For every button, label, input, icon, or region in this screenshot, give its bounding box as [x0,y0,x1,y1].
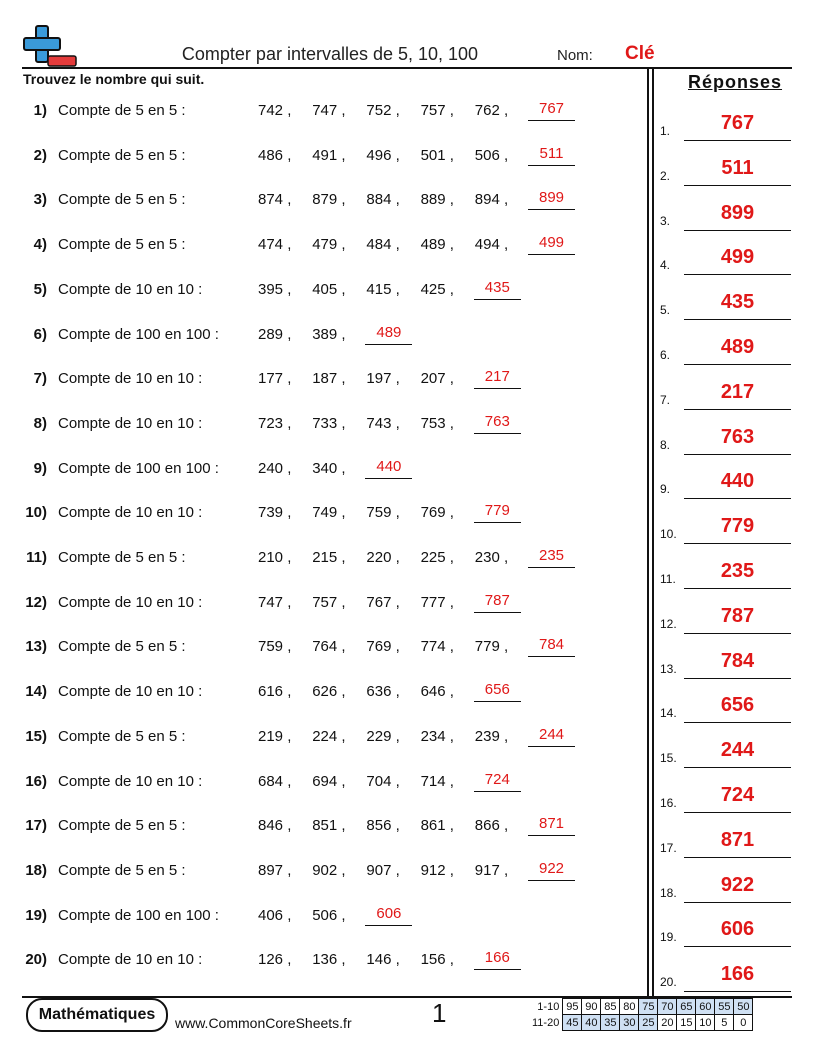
question-prompt: Compte de 5 en 5 : [58,102,186,119]
sequence-term: 494 , [474,236,509,254]
sequence-term: 889 , [420,191,454,209]
answer-blank[interactable]: 235 [528,547,575,568]
answer-blank[interactable]: 656 [474,681,521,702]
score-cell: 85 [601,999,620,1015]
answer-key-index: 5. [660,303,671,318]
sequence-term: 219 , [258,727,292,745]
answer-blank[interactable]: 871 [528,815,575,836]
sequence-term: 215 , [312,549,346,566]
question-number: 7) [33,370,47,388]
sequence-term: 762 , [474,102,509,119]
question-row [0,370,645,398]
answer-blank[interactable]: 217 [474,368,521,389]
score-cell: 50 [734,999,753,1015]
sequence-term: 902 , [312,861,346,879]
question-number: 12) [25,593,47,611]
score-cell: 5 [715,1015,734,1031]
question-number: 15) [25,727,47,745]
sequence-term: 496 , [366,146,400,164]
sequence-term: 757 , [420,102,454,119]
answer-key-value: 235 [720,560,755,582]
sequence-term: 856 , [366,817,400,835]
score-cell: 25 [639,1015,658,1031]
sequence-term: 224 , [312,727,346,745]
answer-key-row [660,336,795,366]
brand-badge: Mathématiques [26,998,168,1032]
question-number: 19) [25,906,47,924]
question-number: 18) [25,861,47,879]
sequence-term: 405 , [312,280,346,298]
answer-blank[interactable]: 763 [474,413,521,434]
sequence-term: 474 , [258,236,292,254]
answer-key-index: 19. [660,930,677,945]
answer-key-row [660,694,795,724]
sequence-term: 752 , [366,102,400,119]
answer-blank[interactable]: 784 [528,636,575,657]
score-cell: 90 [582,999,601,1015]
question-number: 20) [25,951,47,969]
answer-key-index: 14. [660,706,677,721]
question-number: 1) [33,102,47,119]
answer-key-row [660,829,795,859]
sequence-term: 486 , [258,146,292,164]
sequence-term: 626 , [312,683,346,701]
sequence-term: 851 , [312,817,346,835]
sequence-term: 491 , [312,146,346,164]
question-row [0,549,645,577]
answer-key-row [660,112,795,142]
question-number: 16) [25,772,47,790]
sequence-term: 406 , [258,906,292,924]
score-row-label: 11-20 [532,1016,560,1029]
answer-key-value: 871 [720,828,755,851]
answer-key-index: 15. [660,751,677,766]
score-row [530,999,753,1015]
question-number: 11) [26,549,47,566]
sequence-term: 126 , [258,951,292,969]
question-prompt: Compte de 10 en 10 : [58,504,203,522]
answer-key-index: 18. [660,885,677,900]
top-divider [22,67,792,69]
sequence-term: 714 , [420,772,454,790]
question-prompt: Compte de 10 en 10 : [58,772,203,790]
answer-key-value: 899 [720,201,755,224]
question-row [0,951,645,979]
answer-key-value: 656 [720,694,755,717]
question-row [0,412,645,443]
sequence-term: 415 , [366,280,400,298]
answer-blank[interactable]: 511 [528,145,575,166]
question-prompt: Compte de 5 en 5 : [58,638,186,656]
answer-key-value: 784 [720,649,755,672]
sequence-term: 894 , [474,191,509,209]
answer-key-index: 13. [660,661,677,676]
sequence-term: 767 , [366,593,400,611]
answer-key-value: 217 [720,380,755,403]
sequence-term: 207 , [420,370,454,388]
sequence-term: 907 , [366,861,400,879]
sequence-term: 506 , [312,906,346,924]
score-cell: 70 [658,999,677,1015]
answer-key-row [660,426,795,456]
score-cell: 0 [734,1015,753,1031]
answer-key-row [660,246,795,276]
sequence-term: 742 , [258,102,292,119]
score-cell: 20 [658,1015,677,1031]
sequence-term: 884 , [366,191,400,209]
question-number: 14) [25,683,47,701]
sequence-term: 733 , [312,414,346,432]
sequence-term: 239 , [474,727,509,745]
answer-key-row [660,963,795,993]
question-row [0,457,645,488]
column-divider-double [652,69,654,996]
sequence-term: 646 , [420,683,454,701]
answer-key-index: 20. [660,975,677,990]
answer-blank[interactable]: 499 [528,234,575,255]
site-url: www.CommonCoreSheets.fr [175,1015,352,1031]
question-number: 13) [25,638,47,656]
question-row [0,725,645,756]
answer-key-index: 6. [660,348,671,362]
sequence-term: 489 , [420,236,454,254]
sequence-term: 136 , [312,951,346,969]
answer-key-value: 606 [720,918,755,941]
question-row [0,683,645,711]
question-number: 2) [33,146,47,164]
answer-blank[interactable]: 606 [365,905,412,926]
sequence-term: 616 , [258,683,292,701]
sequence-term: 757 , [312,593,346,611]
answer-key-row [660,515,795,545]
question-row [0,323,645,354]
answer-blank[interactable]: 244 [528,726,575,747]
answer-key-row [660,202,795,232]
name-value: Clé [625,43,655,64]
question-row [0,638,645,666]
answer-blank[interactable]: 435 [474,279,521,300]
answers-heading: Réponses [688,72,783,92]
sequence-term: 694 , [312,772,346,790]
score-row [530,1015,753,1031]
answer-key-row [660,739,795,769]
question-row [0,102,645,130]
question-number: 17) [25,817,47,835]
worksheet-title: Compter par intervalles de 5, 10, 100 [181,44,479,64]
sequence-term: 747 , [258,593,292,611]
answer-key-index: 11. [660,572,676,586]
answer-key-value: 724 [720,784,755,806]
instruction-text: Trouvez le nombre qui suit. [23,71,205,87]
score-cell: 95 [563,999,582,1015]
sequence-term: 917 , [474,861,509,879]
sequence-term: 156 , [420,951,454,969]
sequence-term: 723 , [258,414,292,432]
sequence-term: 234 , [420,727,454,745]
answer-key-value: 511 [721,156,754,179]
sequence-term: 774 , [420,638,454,656]
question-row [0,770,645,801]
answer-key-row [660,157,795,187]
answer-key-row [660,470,795,500]
score-row-label: 1-10 [537,1000,560,1013]
answer-blank[interactable]: 440 [365,458,412,479]
answer-blank[interactable]: 767 [528,100,575,121]
score-cell: 30 [620,1015,639,1031]
question-prompt: Compte de 10 en 10 : [58,414,203,432]
score-cell: 10 [696,1015,715,1031]
sequence-term: 866 , [474,817,509,835]
sequence-term: 749 , [312,504,346,522]
sequence-term: 240 , [258,459,292,477]
question-prompt: Compte de 10 en 10 : [58,370,203,388]
sequence-term: 739 , [258,504,292,522]
question-prompt: Compte de 5 en 5 : [58,549,186,566]
answer-key-value: 440 [720,470,755,493]
answer-blank[interactable]: 779 [474,502,521,523]
sequence-term: 210 , [258,549,292,566]
sequence-term: 897 , [258,861,292,879]
sequence-term: 636 , [366,683,400,701]
answer-key-value: 767 [720,112,755,134]
question-number: 4) [33,236,47,254]
sequence-term: 340 , [312,459,346,477]
answer-key-index: 17. [660,840,677,855]
score-cell: 55 [715,999,734,1015]
sequence-term: 874 , [258,191,292,209]
question-row [0,236,645,264]
answer-key-row [660,291,795,321]
question-number: 6) [33,325,47,343]
question-row [0,144,645,175]
question-row [0,904,645,935]
answer-key-index: 4. [660,258,671,273]
answer-key-row [660,381,795,411]
sequence-term: 759 , [258,638,292,656]
question-row [0,191,645,219]
column-divider [647,69,649,996]
answer-key-value: 922 [720,873,755,896]
answer-key-index: 2. [660,168,671,183]
page-number: 1 [432,998,447,1028]
question-row [0,859,645,890]
answer-key-row [660,650,795,680]
sequence-term: 146 , [366,951,400,969]
sequence-term: 743 , [366,414,400,432]
sequence-term: 230 , [474,549,509,566]
sequence-term: 220 , [366,549,400,566]
sequence-term: 501 , [420,146,454,164]
question-prompt: Compte de 10 en 10 : [58,951,203,969]
question-row [0,504,645,532]
answer-blank[interactable]: 489 [365,324,412,345]
question-prompt: Compte de 10 en 10 : [58,593,203,611]
question-prompt: Compte de 100 en 100 : [58,906,219,924]
sequence-term: 229 , [366,727,400,745]
question-prompt: Compte de 100 en 100 : [58,325,219,343]
sequence-term: 879 , [312,191,346,209]
question-number: 9) [33,459,47,477]
sequence-term: 846 , [258,817,292,835]
question-prompt: Compte de 5 en 5 : [58,817,186,835]
score-table [530,998,753,1031]
question-number: 10) [25,504,47,522]
answer-blank[interactable]: 166 [474,949,521,970]
answer-key-row [660,874,795,904]
sequence-term: 684 , [258,772,292,790]
answer-blank[interactable]: 899 [528,189,575,210]
answer-key-value: 779 [720,515,755,538]
score-cell: 15 [677,1015,696,1031]
score-cell: 75 [639,999,658,1015]
answer-key-value: 787 [720,604,755,627]
question-prompt: Compte de 10 en 10 : [58,683,203,701]
answer-key-value: 499 [720,246,755,269]
answer-blank[interactable]: 922 [528,860,575,881]
sequence-term: 289 , [258,325,292,343]
sequence-term: 759 , [366,504,400,522]
answer-key-value: 435 [720,291,755,314]
question-number: 5) [33,280,47,298]
sequence-term: 425 , [420,280,454,298]
sequence-term: 912 , [420,861,454,879]
answer-blank[interactable]: 724 [474,771,521,792]
score-cell: 80 [620,999,639,1015]
sequence-term: 187 , [312,370,346,388]
question-prompt: Compte de 5 en 5 : [58,861,186,879]
name-label: Nom: [557,47,593,64]
answer-key-index: 12. [660,616,677,631]
answer-key-row [660,605,795,635]
answer-key-value: 489 [720,336,755,358]
sequence-term: 395 , [258,280,292,298]
answer-key-value: 763 [720,425,755,448]
score-cell: 40 [582,1015,601,1031]
question-prompt: Compte de 5 en 5 : [58,146,186,164]
sequence-term: 225 , [420,549,454,566]
sequence-term: 479 , [312,236,346,254]
answer-key-row [660,918,795,948]
sequence-term: 177 , [258,370,292,388]
sequence-term: 197 , [366,370,400,388]
answer-key-index: 1. [660,124,671,138]
score-cell: 35 [601,1015,620,1031]
answer-key-index: 7. [660,392,671,407]
answer-key-index: 16. [660,796,677,810]
sequence-term: 769 , [420,504,454,522]
answer-key-row [660,784,795,814]
answer-key-index: 3. [660,213,671,228]
answer-key-index: 10. [660,527,677,542]
answer-key-row [660,560,795,590]
answer-blank[interactable]: 787 [474,592,521,613]
answer-key-value: 244 [720,739,755,762]
question-row [0,591,645,622]
score-cell: 45 [563,1015,582,1031]
question-number: 8) [33,414,47,432]
question-row [0,278,645,309]
sequence-term: 747 , [312,102,346,119]
sequence-term: 506 , [474,146,509,164]
sequence-term: 753 , [420,414,454,432]
question-row [0,817,645,845]
sequence-term: 704 , [366,772,400,790]
sequence-term: 861 , [420,817,454,835]
question-prompt: Compte de 5 en 5 : [58,727,186,745]
question-number: 3) [33,191,47,209]
sequence-term: 389 , [312,325,346,343]
score-cell: 60 [696,999,715,1015]
sequence-term: 777 , [420,593,454,611]
score-cell: 65 [677,999,696,1015]
sequence-term: 769 , [366,638,400,656]
answer-key-value: 166 [720,963,755,986]
sequence-term: 484 , [366,236,400,254]
sequence-term: 779 , [474,638,509,656]
question-prompt: Compte de 5 en 5 : [58,236,186,254]
question-prompt: Compte de 100 en 100 : [58,459,219,477]
question-prompt: Compte de 5 en 5 : [58,191,186,209]
answer-key-index: 8. [660,437,671,452]
answer-key-index: 9. [660,482,671,497]
question-prompt: Compte de 10 en 10 : [58,280,203,298]
sequence-term: 764 , [312,638,346,656]
